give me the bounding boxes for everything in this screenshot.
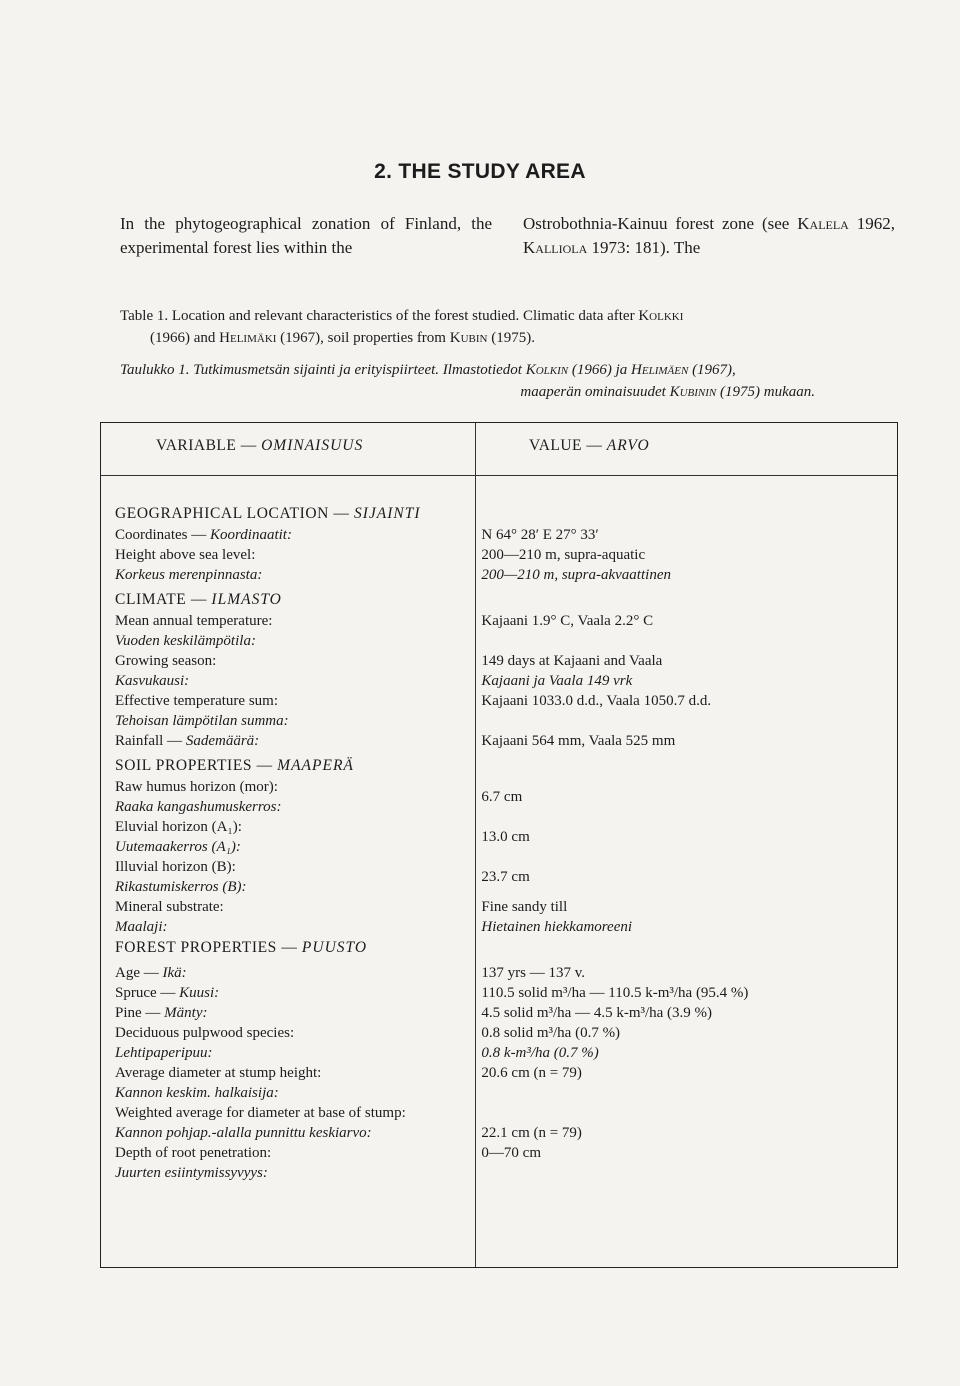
row-label-fi: Kasvukausi: <box>115 673 190 689</box>
section-geo-en: GEOGRAPHICAL LOCATION — <box>115 505 354 522</box>
intro-right-text <box>523 212 895 260</box>
header-value-en: VALUE — <box>529 437 607 454</box>
row-label-en: Age — <box>115 965 163 981</box>
row-label-fi: Koordinaatit: <box>210 527 292 543</box>
header-rule <box>101 475 897 476</box>
row-label-en: Deciduous pulpwood species: <box>115 1025 295 1041</box>
table-row <box>115 545 885 585</box>
intro-text-c: 1962, <box>848 214 896 233</box>
row-label-en: Depth of root penetration: <box>115 1145 272 1161</box>
row-value: 200—210 m, supra-aquatic <box>481 547 646 563</box>
row-value: 0—70 cm <box>481 1145 541 1161</box>
row-value: 6.7 cm <box>481 789 523 805</box>
section-forest <box>115 937 885 959</box>
row-label-fi: Sademäärä: <box>185 733 260 749</box>
caption-finnish <box>120 359 895 403</box>
row-label-en: Weighted average for diameter at base of stump: <box>115 1105 406 1121</box>
caption-fi-a: Taulukko 1. Tutkimusmetsän sijainti ja erityispiirteet. Ilmastotiedot <box>120 362 526 378</box>
caption-fi-h: (1975) mukaan. <box>716 384 815 400</box>
intro-paragraph <box>120 212 895 260</box>
row-value: 110.5 solid m³/ha — 110.5 k-m³/ha (95.4 %) <box>481 985 749 1001</box>
intro-author-kalela: Kalela <box>797 214 849 233</box>
intro-right-column <box>523 212 895 260</box>
row-value: 4.5 solid m³/ha — 4.5 k-m³/ha (3.9 %) <box>481 1005 713 1021</box>
table-row <box>115 1023 885 1063</box>
row-label-fi: Uutemaakerros (A₁): <box>115 839 241 855</box>
intro-author-kalliola: Kalliola <box>523 238 588 257</box>
row-label-fi: Maalaji: <box>115 919 168 935</box>
row-label-en: Growing season: <box>115 653 217 669</box>
table-caption <box>120 305 895 403</box>
row-value: Kajaani 1.9° C, Vaala 2.2° C <box>481 613 654 629</box>
row-label-fi: Mänty: <box>164 1005 208 1021</box>
section-climate-fi: ILMASTO <box>211 591 282 608</box>
row-value: 22.1 cm (n = 79) <box>481 1125 582 1141</box>
caption-english <box>120 305 895 349</box>
header-variable <box>156 437 363 455</box>
caption-en-author-kubin: Kubin <box>449 330 488 346</box>
table-row <box>115 1063 885 1103</box>
row-label-en: Raw humus horizon (mor): <box>115 779 278 795</box>
intro-text-e: 1973: 181). The <box>587 238 701 257</box>
row-label-fi: Kannon pohjap.-alalla punnittu keskiarvo: <box>115 1125 372 1141</box>
row-label-fi: Korkeus merenpinnasta: <box>115 567 263 583</box>
table-row <box>115 963 885 983</box>
row-label-fi: Lehtipaperipuu: <box>115 1045 213 1061</box>
section-soil-en: SOIL PROPERTIES — <box>115 757 278 774</box>
row-label-en: Height above sea level: <box>115 547 256 563</box>
row-label-en: Coordinates — <box>115 527 210 543</box>
intro-text-a: Ostrobothnia-Kainuu forest zone (see <box>523 214 798 233</box>
table-row <box>115 525 885 545</box>
row-label-en: Mean annual temperature: <box>115 613 273 629</box>
section-title: 2. THE STUDY AREA <box>374 160 586 183</box>
row-value: 0.8 solid m³/ha (0.7 %) <box>481 1025 621 1041</box>
caption-fi-f: maaperän ominaisuudet <box>520 384 670 400</box>
table-row <box>115 1143 885 1183</box>
section-climate-en: CLIMATE — <box>115 591 212 608</box>
section-forest-en: FOREST PROPERTIES — <box>115 939 302 956</box>
row-label-fi: Rikastumiskerros (B): <box>115 879 247 895</box>
row-value-fi: Kajaani ja Vaala 149 vrk <box>481 673 633 689</box>
table-row <box>115 817 885 857</box>
row-label-en: Rainfall — <box>115 733 186 749</box>
section-soil-fi: MAAPERÄ <box>277 757 354 774</box>
caption-en-line2 <box>120 327 895 349</box>
table-row <box>115 983 885 1003</box>
caption-en-a: Table 1. Location and relevant characteristics of the forest studied. Climatic data after <box>120 308 639 324</box>
table-row <box>115 691 885 731</box>
row-value: N 64° 28′ E 27° 33′ <box>481 527 599 543</box>
table-row <box>115 857 885 897</box>
caption-en-e: (1967), soil properties from <box>276 330 450 346</box>
row-label-fi: Kannon keskim. halkaisija: <box>115 1085 279 1101</box>
row-value: 149 days at Kajaani and Vaala <box>481 653 663 669</box>
header-variable-fi: OMINAISUUS <box>261 437 364 454</box>
caption-fi-e: (1967), <box>688 362 736 378</box>
row-label-fi: Ikä: <box>162 965 187 981</box>
table-row <box>115 651 885 691</box>
row-value-fi: Hietainen hiekkamoreeni <box>481 919 633 935</box>
row-value-fi: 200—210 m, supra-akvaattinen <box>481 567 671 583</box>
caption-en-c: (1966) and <box>150 330 220 346</box>
caption-fi-line2 <box>120 381 895 403</box>
row-label-en: Effective temperature sum: <box>115 693 278 709</box>
header-value-fi: ARVO <box>606 437 650 454</box>
caption-fi-c: (1966) ja <box>568 362 632 378</box>
row-value: 13.0 cm <box>481 829 530 845</box>
row-label-en: Illuvial horizon (B): <box>115 859 236 875</box>
section-geo-fi: SIJAINTI <box>354 505 421 522</box>
caption-en-author-helimaki: Helimäki <box>219 330 277 346</box>
row-label-fi: Vuoden keskilämpötila: <box>115 633 256 649</box>
row-value: 20.6 cm (n = 79) <box>481 1065 582 1081</box>
row-label-en: Eluvial horizon (A₁): <box>115 819 242 835</box>
row-label-en: Pine — <box>115 1005 165 1021</box>
row-label-en: Mineral substrate: <box>115 899 224 915</box>
row-value: 23.7 cm <box>481 869 530 885</box>
row-value-fi: 0.8 k-m³/ha (0.7 %) <box>481 1045 599 1061</box>
caption-en-author-kolkki: Kolkki <box>638 308 684 324</box>
row-value: 137 yrs — 137 v. <box>481 965 586 981</box>
row-value: Fine sandy till <box>481 899 568 915</box>
row-value: Kajaani 564 mm, Vaala 525 mm <box>481 733 676 749</box>
intro-left-column <box>120 212 492 260</box>
header-value <box>529 437 650 455</box>
section-geographical <box>115 503 885 525</box>
section-soil <box>115 755 885 777</box>
characteristics-table <box>100 422 898 1268</box>
table-row <box>115 731 885 751</box>
caption-fi-author-kolkin: Kolkin <box>525 362 569 378</box>
table-body <box>115 503 885 1183</box>
row-label-fi: Raaka kangashumuskerros: <box>115 799 282 815</box>
row-label-fi: Tehoisan lämpötilan summa: <box>115 713 289 729</box>
table-row <box>115 611 885 651</box>
section-climate <box>115 589 885 611</box>
caption-en-g: (1975). <box>487 330 535 346</box>
intro-left-text: In the phytogeographical zonation of Finland, the experimental forest lies within the <box>120 214 492 257</box>
table-row <box>115 897 885 937</box>
table-row <box>115 1003 885 1023</box>
row-label-en: Spruce — <box>115 985 180 1001</box>
header-variable-en: VARIABLE — <box>156 437 262 454</box>
row-value: Kajaani 1033.0 d.d., Vaala 1050.7 d.d. <box>481 693 712 709</box>
row-label-fi: Juurten esiintymissyvyys: <box>115 1165 268 1181</box>
table-row <box>115 777 885 817</box>
caption-fi-author-helimaen: Helimäen <box>631 362 689 378</box>
row-label-fi: Kuusi: <box>179 985 220 1001</box>
table-row <box>115 1103 885 1143</box>
caption-fi-author-kubinin: Kubinin <box>669 384 717 400</box>
section-forest-fi: PUUSTO <box>301 939 368 956</box>
row-label-en: Average diameter at stump height: <box>115 1065 322 1081</box>
